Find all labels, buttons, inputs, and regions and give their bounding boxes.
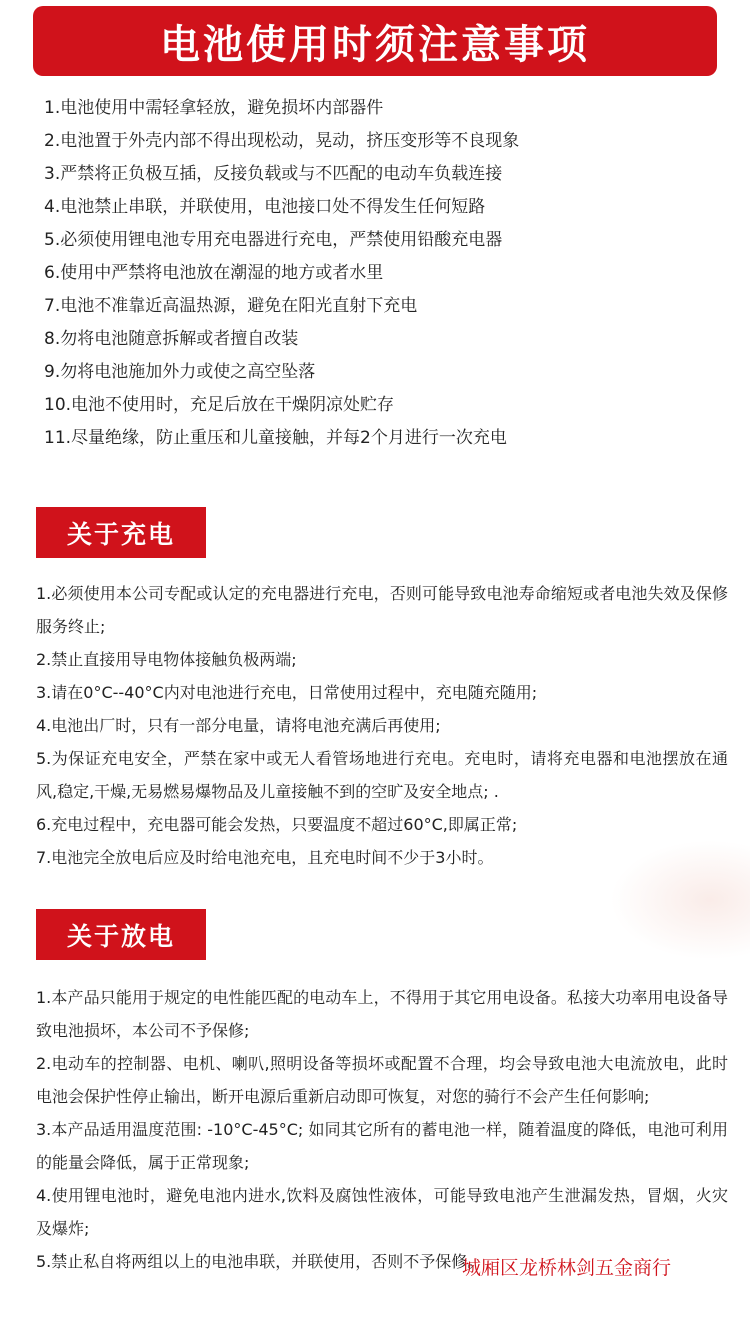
list-item: 5.必须使用锂电池专用充电器进行充电，严禁使用铅酸充电器 bbox=[44, 230, 503, 250]
precautions-list bbox=[44, 92, 724, 455]
list-item: 2.电池置于外壳内部不得出现松动，晃动，挤压变形等不良现象 bbox=[44, 131, 520, 151]
list-item: 9.勿将电池施加外力或使之高空坠落 bbox=[44, 362, 316, 382]
list-item: 6.使用中严禁将电池放在潮湿的地方或者水里 bbox=[44, 263, 384, 283]
list-item: 2.禁止直接用导电物体接触负极两端; bbox=[36, 650, 297, 669]
list-item: 3.本产品适用温度范围: -10°C-45°C; 如同其它所有的蓄电池一样，随着温度的降低，电池可利用的能量会降低，属于正常现象; bbox=[36, 1120, 728, 1172]
list-item: 1.必须使用本公司专配或认定的充电器进行充电，否则可能导致电池寿命缩短或者电池失效及保修服务终止; bbox=[36, 584, 728, 636]
list-item: 1.电池使用中需轻拿轻放，避免损坏内部器件 bbox=[44, 98, 384, 118]
list-item: 6.充电过程中，充电器可能会发热，只要温度不超过60°C,即属正常; bbox=[36, 815, 518, 834]
background-glow bbox=[610, 840, 750, 960]
list-item: 1.本产品只能用于规定的电性能匹配的电动车上，不得用于其它用电设备。私接大功率用电设备导致电池损坏，本公司不予保修; bbox=[36, 988, 728, 1040]
list-item: 10.电池不使用时，充足后放在干燥阴凉处贮存 bbox=[44, 395, 395, 415]
discharging-section-heading: 关于放电 bbox=[36, 909, 206, 960]
list-item: 7.电池不准靠近高温热源，避免在阳光直射下充电 bbox=[44, 296, 418, 316]
list-item: 4.电池出厂时，只有一部分电量，请将电池充满后再使用; bbox=[36, 716, 441, 735]
list-item: 7.电池完全放电后应及时给电池充电，且充电时间不少于3小时。 bbox=[36, 848, 494, 867]
title-banner bbox=[33, 6, 717, 76]
charging-section bbox=[36, 577, 728, 874]
shop-name: 城厢区龙桥林剑五金商行 bbox=[462, 1257, 672, 1279]
list-item: 5.为保证充电安全，严禁在家中或无人看管场地进行充电。充电时，请将充电器和电池摆放在通风,稳定,干燥,无易燃易爆物品及儿童接触不到的空旷及安全地点; . bbox=[36, 749, 728, 801]
list-item: 4.电池禁止串联，并联使用，电池接口处不得发生任何短路 bbox=[44, 197, 486, 217]
list-item: 11.尽量绝缘，防止重压和儿童接触，并每2个月进行一次充电 bbox=[44, 428, 507, 448]
list-item: 3.严禁将正负极互插，反接负载或与不匹配的电动车负载连接 bbox=[44, 164, 503, 184]
list-item: 4.使用锂电池时，避免电池内进水,饮料及腐蚀性液体，可能导致电池产生泄漏发热，冒烟，火灾及爆炸; bbox=[36, 1186, 728, 1238]
list-item: 2.电动车的控制器、电机、喇叭,照明设备等损坏或配置不合理，均会导致电池大电流放电，此时电池会保护性停止输出，断开电源后重新启动即可恢复，对您的骑行不会产生任何影响; bbox=[36, 1054, 728, 1106]
discharging-section bbox=[36, 981, 728, 1278]
list-item: 3.请在0°C--40°C内对电池进行充电，日常使用过程中，充电随充随用; bbox=[36, 683, 538, 702]
page-title: 电池使用时须注意事项 bbox=[160, 21, 590, 68]
charging-section-heading: 关于充电 bbox=[36, 507, 206, 558]
list-item: 8.勿将电池随意拆解或者擅自改装 bbox=[44, 329, 299, 349]
list-item: 5.禁止私自将两组以上的电池串联，并联使用，否则不予保修。 bbox=[36, 1252, 484, 1271]
